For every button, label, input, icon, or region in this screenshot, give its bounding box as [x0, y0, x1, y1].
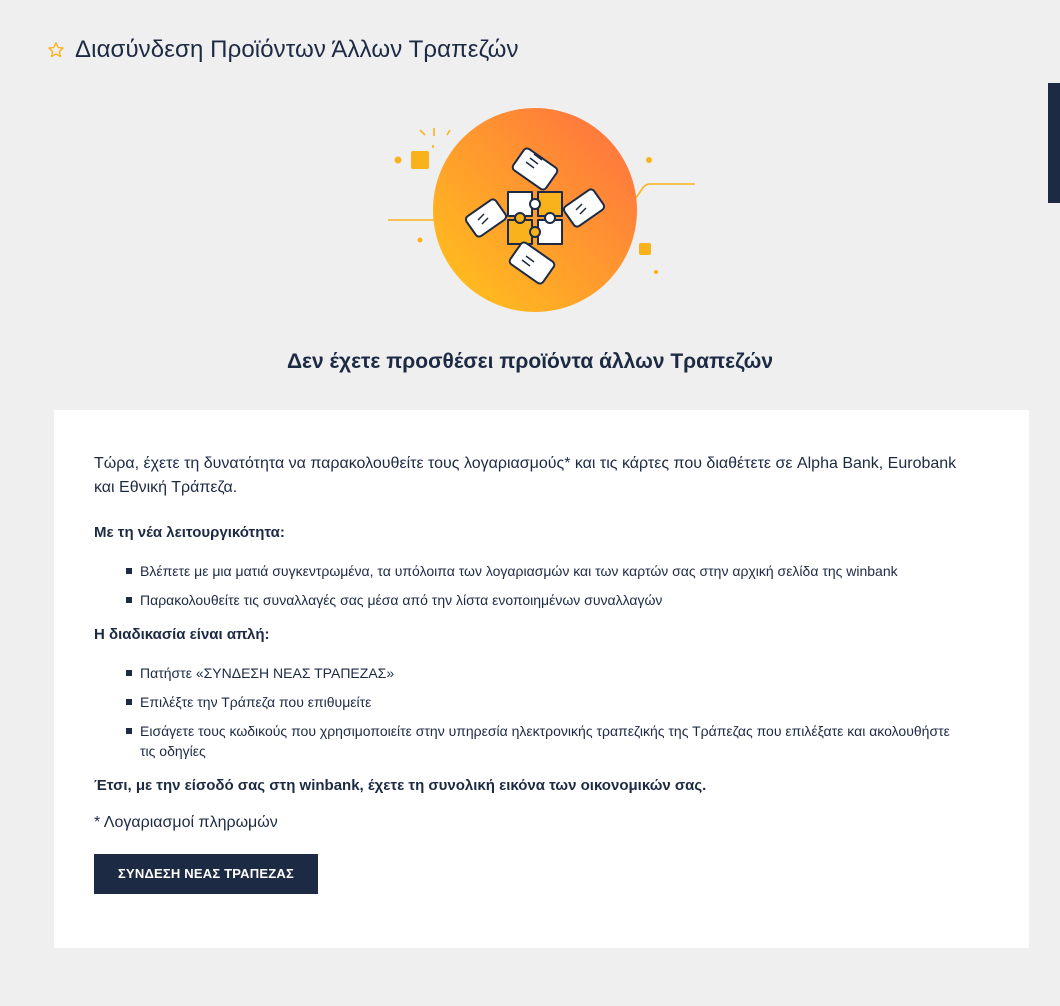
- info-card: [54, 410, 1029, 948]
- intro-text: Τώρα, έχετε τη δυνατότητα να παρακολουθείτε τους λογαριασμούς* και τις κάρτες που διαθέτετε σε Alpha Bank, Eurobank και Εθνική Τράπεζα.: [94, 455, 957, 496]
- steps-list: [94, 663, 969, 761]
- features-list: [94, 561, 969, 610]
- hero-illustration: [380, 100, 700, 320]
- list-item: Πατήστε «ΣΥΝΔΕΣΗ ΝΕΑΣ ΤΡΑΠΕΖΑΣ»: [126, 663, 969, 683]
- empty-state-title: Δεν έχετε προσθέσει προϊόντα άλλων Τραπεζών: [286, 350, 774, 373]
- bullet-icon: [126, 670, 132, 676]
- summary-text: Έτσι, με την είσοδό σας στη winbank, έχετε τη συνολική εικόνα των οικονομικών σας.: [94, 777, 707, 794]
- side-scroll-handle[interactable]: [1048, 83, 1060, 203]
- list-item: Επιλέξτε την Τράπεζα που επιθυμείτε: [126, 692, 969, 712]
- list-item: Βλέπετε με μια ματιά συγκεντρωμένα, τα υπόλοιπα των λογαριασμών και των καρτών σας στην αρχική σελίδα της winbank: [126, 561, 969, 581]
- puzzle-hands-icon: [380, 100, 700, 320]
- bullet-icon: [126, 728, 132, 734]
- page-title: Διασύνδεση Προϊόντων Άλλων Τραπεζών: [75, 36, 519, 63]
- connect-new-bank-button[interactable]: ΣΥΝΔΕΣΗ ΝΕΑΣ ΤΡΑΠΕΖΑΣ: [94, 854, 318, 894]
- process-heading: Η διαδικασία είναι απλή:: [94, 626, 270, 643]
- page-header: [47, 36, 519, 64]
- footnote: * Λογαριασμοί πληρωμών: [94, 814, 278, 831]
- features-heading: Με τη νέα λειτουργικότητα:: [94, 524, 285, 541]
- bullet-icon: [126, 699, 132, 705]
- bullet-icon: [126, 597, 132, 603]
- list-item: Εισάγετε τους κωδικούς που χρησιμοποιείτε στην υπηρεσία ηλεκτρονικής τραπεζικής της Τράπεζας που επιλέξατε και ακολουθήστε τις οδηγίες: [126, 721, 969, 761]
- star-outline-icon[interactable]: [47, 41, 65, 59]
- list-item: Παρακολουθείτε τις συναλλαγές σας μέσα από την λίστα ενοποιημένων συναλλαγών: [126, 590, 969, 610]
- bullet-icon: [126, 568, 132, 574]
